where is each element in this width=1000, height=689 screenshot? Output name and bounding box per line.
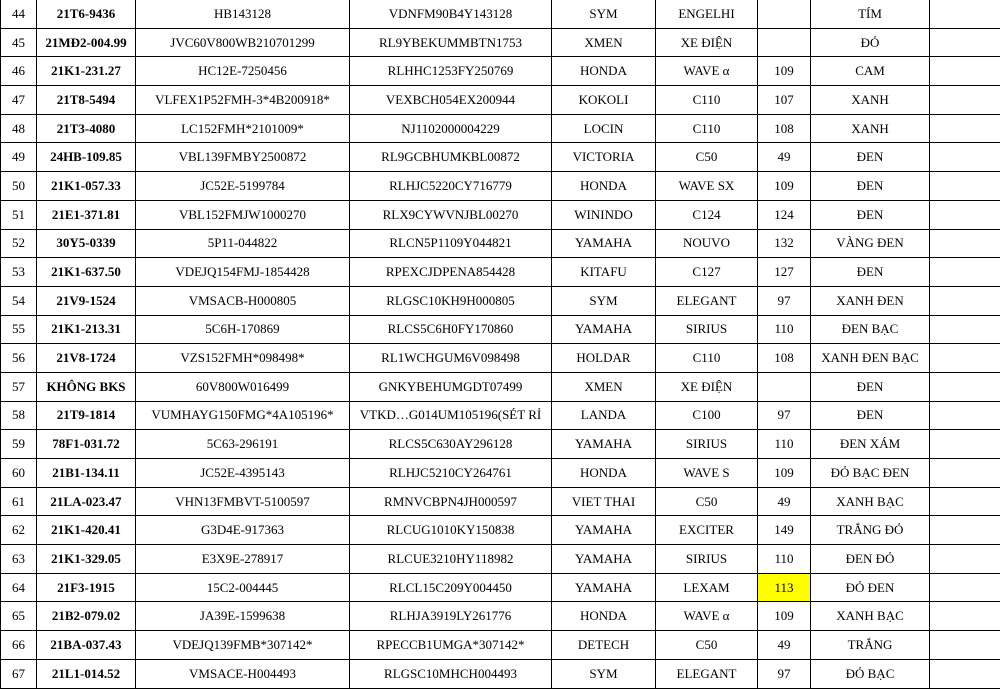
cell-brand: WININDO <box>552 200 656 229</box>
cell-brand: HONDA <box>552 172 656 201</box>
cell-plate: 21K1-231.27 <box>37 57 136 86</box>
cell-model: WAVE α <box>656 602 758 631</box>
table-row <box>1 372 1000 401</box>
table-row <box>1 28 1000 57</box>
cell-cc <box>758 28 811 57</box>
cell-engine: VDEJQ154FMJ-1854428 <box>136 258 350 287</box>
cell-cc: 110 <box>758 545 811 574</box>
cell-stt: 65 <box>1 602 37 631</box>
cell-color: XANH ĐEN BẠC <box>811 344 930 373</box>
cell-stt: 63 <box>1 545 37 574</box>
cell-engine: VHN13FMBVT-5100597 <box>136 487 350 516</box>
cell-plate: 21E1-371.81 <box>37 200 136 229</box>
cell-extra <box>930 315 1000 344</box>
cell-chassis: RLHJC5210CY264761 <box>350 459 552 488</box>
vehicle-table-body <box>1 0 1000 688</box>
cell-chassis: RLCN5P1109Y044821 <box>350 229 552 258</box>
cell-model: LEXAM <box>656 573 758 602</box>
cell-extra <box>930 344 1000 373</box>
cell-stt: 60 <box>1 459 37 488</box>
cell-chassis: RLGSC10KH9H000805 <box>350 286 552 315</box>
cell-chassis: RLCUG1010KY150838 <box>350 516 552 545</box>
cell-extra <box>930 487 1000 516</box>
cell-model: C50 <box>656 631 758 660</box>
cell-brand: YAMAHA <box>552 573 656 602</box>
cell-brand: KOKOLI <box>552 86 656 115</box>
cell-model: NOUVO <box>656 229 758 258</box>
cell-color: ĐEN <box>811 200 930 229</box>
cell-cc: 113 <box>758 573 811 602</box>
cell-cc: 107 <box>758 86 811 115</box>
cell-cc: 49 <box>758 143 811 172</box>
cell-plate: 21V9-1524 <box>37 286 136 315</box>
cell-plate: 21K1-637.50 <box>37 258 136 287</box>
cell-color: ĐEN <box>811 372 930 401</box>
cell-stt: 52 <box>1 229 37 258</box>
cell-cc: 110 <box>758 315 811 344</box>
cell-cc: 109 <box>758 57 811 86</box>
cell-brand: HOLDAR <box>552 344 656 373</box>
cell-extra <box>930 200 1000 229</box>
cell-stt: 50 <box>1 172 37 201</box>
cell-stt: 64 <box>1 573 37 602</box>
cell-stt: 51 <box>1 200 37 229</box>
cell-stt: 56 <box>1 344 37 373</box>
cell-cc: 127 <box>758 258 811 287</box>
cell-model: C110 <box>656 114 758 143</box>
cell-stt: 49 <box>1 143 37 172</box>
table-row <box>1 229 1000 258</box>
cell-plate: 21L1-014.52 <box>37 659 136 688</box>
cell-model: WAVE α <box>656 57 758 86</box>
cell-brand: XMEN <box>552 28 656 57</box>
cell-cc: 49 <box>758 487 811 516</box>
cell-model: SIRIUS <box>656 545 758 574</box>
cell-color: TÍM <box>811 0 930 28</box>
cell-chassis: RLCL15C209Y004450 <box>350 573 552 602</box>
cell-extra <box>930 602 1000 631</box>
cell-color: ĐEN XÁM <box>811 430 930 459</box>
cell-stt: 44 <box>1 0 37 28</box>
cell-chassis: RL9YBEKUMMBTN1753 <box>350 28 552 57</box>
table-row <box>1 516 1000 545</box>
cell-plate: 21K1-420.41 <box>37 516 136 545</box>
cell-plate: 21F3-1915 <box>37 573 136 602</box>
cell-engine: 5P11-044822 <box>136 229 350 258</box>
cell-stt: 57 <box>1 372 37 401</box>
table-row <box>1 86 1000 115</box>
cell-plate: 21T8-5494 <box>37 86 136 115</box>
cell-chassis: RLGSC10MHCH004493 <box>350 659 552 688</box>
cell-model: ELEGANT <box>656 286 758 315</box>
cell-plate: 21B2-079.02 <box>37 602 136 631</box>
cell-plate: 21B1-134.11 <box>37 459 136 488</box>
cell-engine: JC52E-4395143 <box>136 459 350 488</box>
cell-plate: 21V8-1724 <box>37 344 136 373</box>
cell-color: ĐEN <box>811 143 930 172</box>
cell-color: ĐỎ BẠC ĐEN <box>811 459 930 488</box>
cell-model: C110 <box>656 86 758 115</box>
cell-chassis: RLCS5C6H0FY170860 <box>350 315 552 344</box>
cell-model: SIRIUS <box>656 430 758 459</box>
cell-brand: VICTORIA <box>552 143 656 172</box>
cell-extra <box>930 28 1000 57</box>
cell-extra <box>930 516 1000 545</box>
cell-engine: HB143128 <box>136 0 350 28</box>
cell-brand: VIET THAI <box>552 487 656 516</box>
cell-plate: 24HB-109.85 <box>37 143 136 172</box>
cell-brand: YAMAHA <box>552 229 656 258</box>
cell-stt: 66 <box>1 631 37 660</box>
cell-model: EXCITER <box>656 516 758 545</box>
cell-extra <box>930 545 1000 574</box>
cell-engine: VMSACE-H004493 <box>136 659 350 688</box>
cell-stt: 54 <box>1 286 37 315</box>
cell-chassis: RMNVCBPN4JH000597 <box>350 487 552 516</box>
cell-model: C127 <box>656 258 758 287</box>
cell-color: ĐEN <box>811 172 930 201</box>
cell-color: TRẮNG ĐỎ <box>811 516 930 545</box>
cell-cc: 110 <box>758 430 811 459</box>
cell-model: ENGELHI <box>656 0 758 28</box>
cell-stt: 47 <box>1 86 37 115</box>
cell-brand: HONDA <box>552 57 656 86</box>
cell-stt: 67 <box>1 659 37 688</box>
table-row <box>1 0 1000 28</box>
cell-extra <box>930 86 1000 115</box>
cell-color: XANH BẠC <box>811 487 930 516</box>
cell-chassis: RLCUE3210HY118982 <box>350 545 552 574</box>
cell-extra <box>930 114 1000 143</box>
cell-extra <box>930 172 1000 201</box>
cell-chassis: VDNFM90B4Y143128 <box>350 0 552 28</box>
table-row <box>1 57 1000 86</box>
cell-chassis: RLHJC5220CY716779 <box>350 172 552 201</box>
cell-engine: E3X9E-278917 <box>136 545 350 574</box>
table-row <box>1 602 1000 631</box>
cell-chassis: RPEXCJDPENA854428 <box>350 258 552 287</box>
cell-plate: 21K1-213.31 <box>37 315 136 344</box>
cell-extra <box>930 372 1000 401</box>
table-row <box>1 286 1000 315</box>
cell-plate: 21LA-023.47 <box>37 487 136 516</box>
table-row <box>1 487 1000 516</box>
cell-plate: 21K1-057.33 <box>37 172 136 201</box>
cell-color: XANH BẠC <box>811 602 930 631</box>
cell-engine: 15C2-004445 <box>136 573 350 602</box>
cell-color: TRẮNG <box>811 631 930 660</box>
cell-color: ĐEN ĐỎ <box>811 545 930 574</box>
cell-stt: 55 <box>1 315 37 344</box>
cell-brand: SYM <box>552 0 656 28</box>
cell-engine: G3D4E-917363 <box>136 516 350 545</box>
cell-extra <box>930 57 1000 86</box>
cell-plate: 78F1-031.72 <box>37 430 136 459</box>
cell-brand: YAMAHA <box>552 315 656 344</box>
cell-engine: 60V800W016499 <box>136 372 350 401</box>
cell-chassis: RLCS5C630AY296128 <box>350 430 552 459</box>
cell-chassis: NJ1102000004229 <box>350 114 552 143</box>
cell-color: XANH <box>811 86 930 115</box>
cell-color: XANH ĐEN <box>811 286 930 315</box>
table-row <box>1 315 1000 344</box>
cell-chassis: GNKYBEHUMGDT07499 <box>350 372 552 401</box>
cell-brand: SYM <box>552 659 656 688</box>
cell-brand: YAMAHA <box>552 545 656 574</box>
cell-extra <box>930 401 1000 430</box>
cell-chassis: RL9GCBHUMKBL00872 <box>350 143 552 172</box>
cell-color: ĐỎ <box>811 28 930 57</box>
cell-chassis: RLX9CYWVNJBL00270 <box>350 200 552 229</box>
cell-brand: YAMAHA <box>552 516 656 545</box>
cell-model: WAVE SX <box>656 172 758 201</box>
cell-model: SIRIUS <box>656 315 758 344</box>
cell-engine: VMSACB-H000805 <box>136 286 350 315</box>
cell-color: XANH <box>811 114 930 143</box>
cell-engine: HC12E-7250456 <box>136 57 350 86</box>
cell-cc: 109 <box>758 172 811 201</box>
cell-cc: 108 <box>758 114 811 143</box>
cell-stt: 48 <box>1 114 37 143</box>
cell-engine: VBL139FMBY2500872 <box>136 143 350 172</box>
cell-extra <box>930 286 1000 315</box>
cell-cc: 108 <box>758 344 811 373</box>
cell-plate: 21T6-9436 <box>37 0 136 28</box>
cell-chassis: RLHJA3919LY261776 <box>350 602 552 631</box>
table-row <box>1 430 1000 459</box>
cell-stt: 46 <box>1 57 37 86</box>
cell-cc <box>758 0 811 28</box>
cell-brand: DETECH <box>552 631 656 660</box>
table-row <box>1 143 1000 172</box>
table-row <box>1 573 1000 602</box>
cell-extra <box>930 430 1000 459</box>
cell-engine: VDEJQ139FMB*307142* <box>136 631 350 660</box>
cell-extra <box>930 659 1000 688</box>
cell-cc <box>758 372 811 401</box>
table-row <box>1 258 1000 287</box>
cell-model: XE ĐIỆN <box>656 372 758 401</box>
table-row <box>1 172 1000 201</box>
cell-extra <box>930 143 1000 172</box>
cell-extra <box>930 631 1000 660</box>
cell-model: C124 <box>656 200 758 229</box>
table-row <box>1 659 1000 688</box>
cell-brand: HONDA <box>552 602 656 631</box>
cell-color: CAM <box>811 57 930 86</box>
cell-plate: 21T9-1814 <box>37 401 136 430</box>
cell-model: C100 <box>656 401 758 430</box>
cell-plate: 30Y5-0339 <box>37 229 136 258</box>
cell-stt: 62 <box>1 516 37 545</box>
cell-engine: VLFEX1P52FMH-3*4B200918* <box>136 86 350 115</box>
cell-brand: XMEN <box>552 372 656 401</box>
cell-brand: HONDA <box>552 459 656 488</box>
table-row <box>1 631 1000 660</box>
cell-engine: VUMHAYG150FMG*4A105196* <box>136 401 350 430</box>
cell-chassis: RLHHC1253FY250769 <box>350 57 552 86</box>
table-row <box>1 545 1000 574</box>
cell-color: ĐEN <box>811 401 930 430</box>
cell-engine: JA39E-1599638 <box>136 602 350 631</box>
cell-cc: 97 <box>758 659 811 688</box>
cell-color: ĐỎ ĐEN <box>811 573 930 602</box>
table-row <box>1 344 1000 373</box>
cell-stt: 45 <box>1 28 37 57</box>
cell-stt: 53 <box>1 258 37 287</box>
cell-engine: 5C63-296191 <box>136 430 350 459</box>
cell-color: ĐỎ BẠC <box>811 659 930 688</box>
table-row <box>1 114 1000 143</box>
cell-model: WAVE S <box>656 459 758 488</box>
cell-brand: KITAFU <box>552 258 656 287</box>
cell-chassis: VTKD…G014UM105196(SÉT RỈ <box>350 401 552 430</box>
cell-model: C110 <box>656 344 758 373</box>
cell-extra <box>930 258 1000 287</box>
cell-cc: 132 <box>758 229 811 258</box>
cell-cc: 109 <box>758 602 811 631</box>
cell-engine: 5C6H-170869 <box>136 315 350 344</box>
table-row <box>1 200 1000 229</box>
cell-color: ĐEN BẠC <box>811 315 930 344</box>
table-row <box>1 459 1000 488</box>
cell-chassis: VEXBCH054EX200944 <box>350 86 552 115</box>
cell-extra <box>930 573 1000 602</box>
cell-brand: LANDA <box>552 401 656 430</box>
cell-extra <box>930 0 1000 28</box>
cell-chassis: RPECCB1UMGA*307142* <box>350 631 552 660</box>
cell-plate: KHÔNG BKS <box>37 372 136 401</box>
cell-plate: 21MĐ2-004.99 <box>37 28 136 57</box>
cell-cc: 124 <box>758 200 811 229</box>
cell-brand: SYM <box>552 286 656 315</box>
cell-brand: YAMAHA <box>552 430 656 459</box>
cell-cc: 49 <box>758 631 811 660</box>
cell-extra <box>930 459 1000 488</box>
cell-engine: JVC60V800WB210701299 <box>136 28 350 57</box>
cell-chassis: RL1WCHGUM6V098498 <box>350 344 552 373</box>
cell-color: VÀNG ĐEN <box>811 229 930 258</box>
cell-stt: 61 <box>1 487 37 516</box>
cell-stt: 59 <box>1 430 37 459</box>
cell-cc: 97 <box>758 401 811 430</box>
cell-model: ELEGANT <box>656 659 758 688</box>
cell-model: XE ĐIỆN <box>656 28 758 57</box>
cell-model: C50 <box>656 143 758 172</box>
cell-color: ĐEN <box>811 258 930 287</box>
cell-engine: VBL152FMJW1000270 <box>136 200 350 229</box>
cell-engine: JC52E-5199784 <box>136 172 350 201</box>
cell-engine: LC152FMH*2101009* <box>136 114 350 143</box>
cell-model: C50 <box>656 487 758 516</box>
cell-brand: LOCIN <box>552 114 656 143</box>
cell-stt: 58 <box>1 401 37 430</box>
cell-plate: 21K1-329.05 <box>37 545 136 574</box>
cell-engine: VZS152FMH*098498* <box>136 344 350 373</box>
cell-plate: 21T3-4080 <box>37 114 136 143</box>
cell-extra <box>930 229 1000 258</box>
cell-cc: 149 <box>758 516 811 545</box>
table-row <box>1 401 1000 430</box>
cell-cc: 109 <box>758 459 811 488</box>
cell-cc: 97 <box>758 286 811 315</box>
cell-plate: 21BA-037.43 <box>37 631 136 660</box>
